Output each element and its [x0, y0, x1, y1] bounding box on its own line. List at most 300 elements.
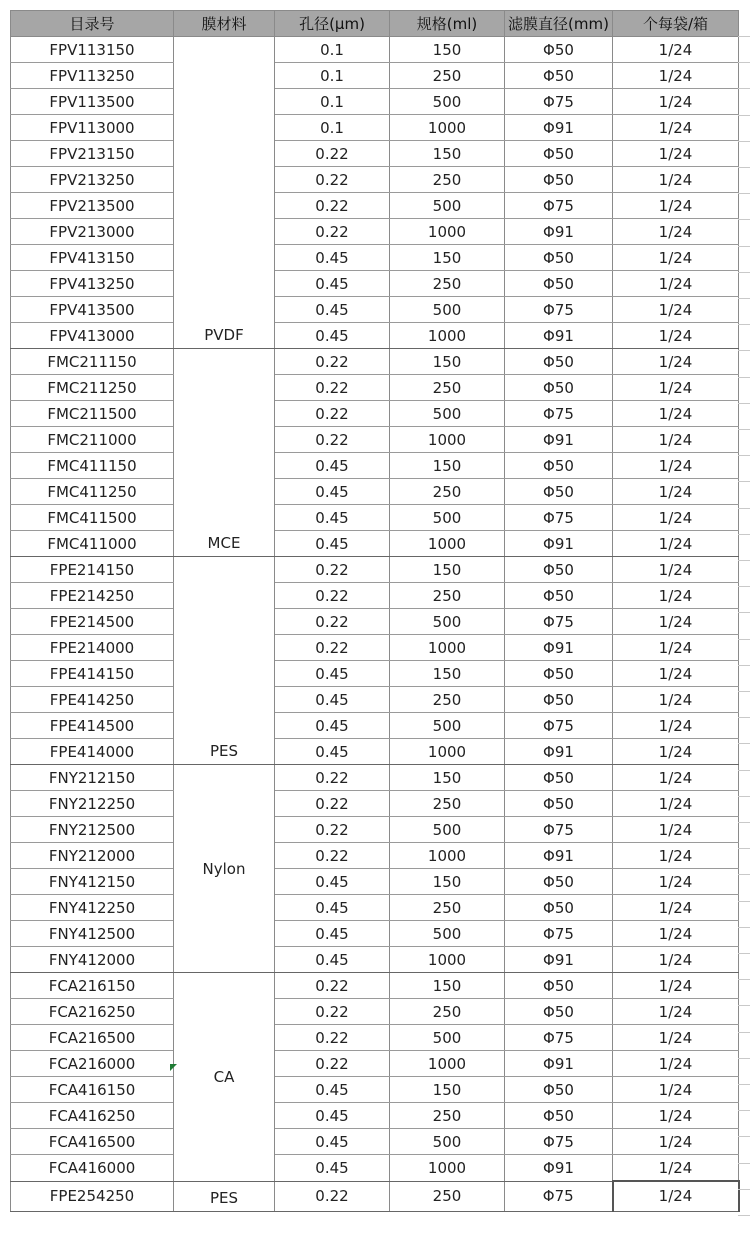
sheet-gridline	[738, 455, 750, 456]
pack-qty-cell[interactable]: 1/24	[613, 453, 739, 479]
volume-cell[interactable]: 250	[390, 583, 505, 609]
pack-qty-cell[interactable]: 1/24	[613, 947, 739, 973]
volume-cell[interactable]: 250	[390, 791, 505, 817]
catalog-no-cell[interactable]: FPV113500	[11, 89, 174, 115]
diameter-cell[interactable]: Φ75	[505, 89, 613, 115]
pack-qty-cell[interactable]: 1/24	[613, 687, 739, 713]
pore-size-cell[interactable]: 0.1	[275, 89, 390, 115]
diameter-cell[interactable]: Φ91	[505, 1155, 613, 1182]
table-row	[11, 193, 739, 219]
table-body	[11, 37, 739, 1212]
volume-cell[interactable]: 500	[390, 89, 505, 115]
volume-cell[interactable]: 250	[390, 375, 505, 401]
catalog-no-cell[interactable]: FMC211000	[11, 427, 174, 453]
volume-cell[interactable]: 150	[390, 245, 505, 271]
sheet-gridline	[738, 246, 750, 247]
table-row	[11, 713, 739, 739]
catalog-no-cell[interactable]: FPV413500	[11, 297, 174, 323]
volume-cell[interactable]: 250	[390, 687, 505, 713]
pore-size-cell[interactable]: 0.22	[275, 843, 390, 869]
pore-size-cell[interactable]: 0.45	[275, 1129, 390, 1155]
diameter-cell[interactable]: Φ91	[505, 947, 613, 973]
catalog-no-cell[interactable]: FPV113150	[11, 37, 174, 63]
pore-size-cell[interactable]: 0.22	[275, 375, 390, 401]
pack-qty-cell[interactable]: 1/24	[613, 713, 739, 739]
pore-size-cell[interactable]: 0.45	[275, 1103, 390, 1129]
pack-qty-cell[interactable]: 1/24	[613, 1077, 739, 1103]
catalog-no-cell[interactable]: FCA416500	[11, 1129, 174, 1155]
volume-cell[interactable]: 500	[390, 713, 505, 739]
table-row	[11, 765, 739, 791]
catalog-no-cell[interactable]: FPV213150	[11, 141, 174, 167]
pore-size-cell[interactable]: 0.22	[275, 219, 390, 245]
catalog-no-cell[interactable]: FCA416250	[11, 1103, 174, 1129]
volume-cell[interactable]: 1000	[390, 1155, 505, 1182]
pack-qty-cell[interactable]: 1/24	[613, 245, 739, 271]
catalog-no-cell[interactable]: FPE254250	[11, 1181, 174, 1211]
spreadsheet	[10, 10, 738, 1212]
sheet-gridline	[738, 193, 750, 194]
sheet-gridline	[738, 665, 750, 666]
volume-cell[interactable]: 150	[390, 1077, 505, 1103]
volume-cell[interactable]: 250	[390, 167, 505, 193]
pack-qty-cell[interactable]: 1/24	[613, 323, 739, 349]
pack-qty-cell[interactable]: 1/24	[613, 401, 739, 427]
volume-cell[interactable]: 500	[390, 921, 505, 947]
volume-cell[interactable]: 500	[390, 193, 505, 219]
catalog-no-cell[interactable]: FNY212500	[11, 817, 174, 843]
sheet-gridline	[738, 272, 750, 273]
pack-qty-cell[interactable]: 1/24	[613, 583, 739, 609]
catalog-no-cell[interactable]: FMC211150	[11, 349, 174, 375]
pack-qty-cell[interactable]: 1/24	[613, 193, 739, 219]
pore-size-cell[interactable]: 0.22	[275, 141, 390, 167]
membrane-material-cell[interactable]: CA	[174, 973, 275, 1182]
pack-qty-cell[interactable]: 1/24	[613, 63, 739, 89]
pore-size-cell[interactable]: 0.22	[275, 1025, 390, 1051]
header-pore-size[interactable]: 孔径(μm)	[275, 11, 390, 37]
table-row	[11, 999, 739, 1025]
pore-size-cell[interactable]: 0.45	[275, 245, 390, 271]
table-row	[11, 401, 739, 427]
pack-qty-cell[interactable]: 1/24	[613, 765, 739, 791]
sheet-gridline	[738, 560, 750, 561]
pack-qty-cell[interactable]: 1/24	[613, 1103, 739, 1129]
catalog-no-cell[interactable]: FPV413000	[11, 323, 174, 349]
pack-qty-cell[interactable]: 1/24	[613, 427, 739, 453]
catalog-no-cell[interactable]: FMC411500	[11, 505, 174, 531]
diameter-cell[interactable]: Φ91	[505, 843, 613, 869]
catalog-no-cell[interactable]: FMC411150	[11, 453, 174, 479]
volume-cell[interactable]: 250	[390, 999, 505, 1025]
table-row	[11, 973, 739, 999]
membrane-material-cell[interactable]: PES	[174, 557, 275, 765]
catalog-no-cell[interactable]: FPV413150	[11, 245, 174, 271]
volume-cell[interactable]: 1000	[390, 635, 505, 661]
volume-cell[interactable]: 500	[390, 609, 505, 635]
pore-size-cell[interactable]: 0.22	[275, 817, 390, 843]
diameter-cell[interactable]: Φ91	[505, 635, 613, 661]
diameter-cell[interactable]: Φ50	[505, 141, 613, 167]
volume-cell[interactable]: 1000	[390, 323, 505, 349]
volume-cell[interactable]: 250	[390, 479, 505, 505]
catalog-no-cell[interactable]: FPE414150	[11, 661, 174, 687]
pore-size-cell[interactable]: 0.1	[275, 37, 390, 63]
diameter-cell[interactable]: Φ75	[505, 609, 613, 635]
header-pack-qty[interactable]: 个每袋/箱	[613, 11, 739, 37]
volume-cell[interactable]: 250	[390, 1103, 505, 1129]
diameter-cell[interactable]: Φ75	[505, 297, 613, 323]
pore-size-cell[interactable]: 0.45	[275, 297, 390, 323]
diameter-cell[interactable]: Φ50	[505, 453, 613, 479]
pack-qty-cell[interactable]: 1/24	[613, 349, 739, 375]
pack-qty-cell[interactable]: 1/24	[613, 89, 739, 115]
catalog-no-cell[interactable]: FCA216500	[11, 1025, 174, 1051]
pore-size-cell[interactable]: 0.45	[275, 505, 390, 531]
table-row	[11, 609, 739, 635]
pore-size-cell[interactable]: 0.1	[275, 115, 390, 141]
sheet-gridline	[738, 612, 750, 613]
pack-qty-cell[interactable]: 1/24	[613, 1155, 739, 1182]
pore-size-cell[interactable]: 0.22	[275, 167, 390, 193]
sheet-gridline	[738, 770, 750, 771]
sheet-gridline	[738, 36, 750, 37]
pack-qty-cell[interactable]: 1/24	[613, 843, 739, 869]
diameter-cell[interactable]: Φ50	[505, 895, 613, 921]
table-row	[11, 505, 739, 531]
sheet-gridline	[738, 1084, 750, 1085]
pore-size-cell[interactable]: 0.45	[275, 713, 390, 739]
pore-size-cell[interactable]: 0.45	[275, 739, 390, 765]
catalog-no-cell[interactable]: FPV113000	[11, 115, 174, 141]
pack-qty-cell[interactable]: 1/24	[613, 999, 739, 1025]
cell-comment-marker	[170, 1064, 177, 1071]
pore-size-cell[interactable]: 0.22	[275, 427, 390, 453]
pack-qty-cell[interactable]: 1/24	[613, 505, 739, 531]
catalog-no-cell[interactable]: FNY212000	[11, 843, 174, 869]
diameter-cell[interactable]: Φ75	[505, 921, 613, 947]
diameter-cell[interactable]: Φ50	[505, 349, 613, 375]
pore-size-cell[interactable]: 0.45	[275, 895, 390, 921]
sheet-gridline	[738, 1058, 750, 1059]
table-row	[11, 817, 739, 843]
volume-cell[interactable]: 150	[390, 453, 505, 479]
sheet-gridline	[738, 848, 750, 849]
diameter-cell[interactable]: Φ50	[505, 245, 613, 271]
volume-cell[interactable]: 1000	[390, 219, 505, 245]
volume-cell[interactable]: 500	[390, 1129, 505, 1155]
volume-cell[interactable]: 1000	[390, 1051, 505, 1077]
membrane-material-cell[interactable]: Nylon	[174, 765, 275, 973]
diameter-cell[interactable]: Φ91	[505, 323, 613, 349]
pore-size-cell[interactable]: 0.22	[275, 349, 390, 375]
pack-qty-cell[interactable]: 1/24	[613, 271, 739, 297]
pack-qty-cell[interactable]: 1/24	[613, 609, 739, 635]
catalog-no-cell[interactable]: FNY212250	[11, 791, 174, 817]
pore-size-cell[interactable]: 0.22	[275, 609, 390, 635]
sheet-gridline	[738, 219, 750, 220]
sheet-gridline	[738, 953, 750, 954]
pore-size-cell[interactable]: 0.22	[275, 583, 390, 609]
header-membrane-material[interactable]: 膜材料	[174, 11, 275, 37]
pore-size-cell[interactable]: 0.45	[275, 453, 390, 479]
sheet-gridline	[738, 62, 750, 63]
pack-qty-cell[interactable]: 1/24	[613, 167, 739, 193]
catalog-no-cell[interactable]: FPE414500	[11, 713, 174, 739]
catalog-no-cell[interactable]: FPE214150	[11, 557, 174, 583]
pack-qty-cell[interactable]: 1/24	[613, 115, 739, 141]
pack-qty-cell[interactable]: 1/24	[613, 791, 739, 817]
diameter-cell[interactable]: Φ50	[505, 583, 613, 609]
sheet-gridline	[738, 743, 750, 744]
pore-size-cell[interactable]: 0.22	[275, 973, 390, 999]
diameter-cell[interactable]: Φ75	[505, 1181, 613, 1211]
catalog-no-cell[interactable]: FNY412150	[11, 869, 174, 895]
table-row	[11, 453, 739, 479]
pore-size-cell[interactable]: 0.45	[275, 921, 390, 947]
sheet-gridline	[738, 429, 750, 430]
volume-cell[interactable]: 1000	[390, 947, 505, 973]
volume-cell[interactable]: 1000	[390, 843, 505, 869]
table-row	[11, 1181, 739, 1211]
catalog-no-cell[interactable]: FMC211500	[11, 401, 174, 427]
catalog-no-cell[interactable]: FCA416150	[11, 1077, 174, 1103]
catalog-no-cell[interactable]: FPE414000	[11, 739, 174, 765]
catalog-no-cell[interactable]: FCA216250	[11, 999, 174, 1025]
volume-cell[interactable]: 150	[390, 765, 505, 791]
catalog-no-cell[interactable]: FMC411000	[11, 531, 174, 557]
volume-cell[interactable]: 500	[390, 505, 505, 531]
volume-cell[interactable]: 150	[390, 661, 505, 687]
sheet-gridline	[738, 1163, 750, 1164]
pore-size-cell[interactable]: 0.45	[275, 687, 390, 713]
pack-qty-cell[interactable]: 1/24	[613, 869, 739, 895]
catalog-no-cell[interactable]: FMC211250	[11, 375, 174, 401]
diameter-cell[interactable]: Φ50	[505, 557, 613, 583]
table-row	[11, 219, 739, 245]
pore-size-cell[interactable]: 0.22	[275, 765, 390, 791]
pack-qty-cell[interactable]: 1/24	[613, 479, 739, 505]
sheet-gridline	[738, 115, 750, 116]
catalog-no-cell[interactable]: FPE214000	[11, 635, 174, 661]
volume-cell[interactable]: 250	[390, 1181, 505, 1211]
catalog-no-cell[interactable]: FPV213000	[11, 219, 174, 245]
membrane-material-cell[interactable]: PVDF	[174, 37, 275, 349]
volume-cell[interactable]: 250	[390, 271, 505, 297]
diameter-cell[interactable]: Φ50	[505, 63, 613, 89]
pore-size-cell[interactable]: 0.45	[275, 947, 390, 973]
volume-cell[interactable]: 1000	[390, 531, 505, 557]
volume-cell[interactable]: 1000	[390, 739, 505, 765]
volume-cell[interactable]: 500	[390, 401, 505, 427]
volume-cell[interactable]: 500	[390, 297, 505, 323]
table-row	[11, 1051, 739, 1077]
diameter-cell[interactable]: Φ50	[505, 869, 613, 895]
sheet-gridline	[738, 717, 750, 718]
table-row	[11, 297, 739, 323]
diameter-cell[interactable]: Φ50	[505, 973, 613, 999]
volume-cell[interactable]: 150	[390, 557, 505, 583]
diameter-cell[interactable]: Φ50	[505, 1077, 613, 1103]
pack-qty-cell[interactable]: 1/24	[613, 739, 739, 765]
catalog-no-cell[interactable]: FCA216000	[11, 1051, 174, 1077]
header-row	[11, 11, 739, 37]
diameter-cell[interactable]: Φ50	[505, 765, 613, 791]
diameter-cell[interactable]: Φ50	[505, 999, 613, 1025]
sheet-gridline	[738, 1189, 750, 1190]
pore-size-cell[interactable]: 0.22	[275, 1051, 390, 1077]
pore-size-cell[interactable]: 0.45	[275, 1077, 390, 1103]
pore-size-cell[interactable]: 0.45	[275, 661, 390, 687]
pore-size-cell[interactable]: 0.45	[275, 479, 390, 505]
diameter-cell[interactable]: Φ75	[505, 401, 613, 427]
sheet-gridline	[738, 1005, 750, 1006]
pore-size-cell[interactable]: 0.22	[275, 557, 390, 583]
diameter-cell[interactable]: Φ75	[505, 1025, 613, 1051]
sheet-gridline	[738, 1215, 750, 1216]
diameter-cell[interactable]: Φ50	[505, 791, 613, 817]
volume-cell[interactable]: 150	[390, 349, 505, 375]
pack-qty-cell[interactable]: 1/24	[613, 1051, 739, 1077]
pack-qty-cell[interactable]: 1/24	[613, 1025, 739, 1051]
pack-qty-cell[interactable]: 1/24	[613, 297, 739, 323]
sheet-gridline	[738, 822, 750, 823]
pack-qty-cell[interactable]: 1/24	[613, 635, 739, 661]
volume-cell[interactable]: 250	[390, 63, 505, 89]
pore-size-cell[interactable]: 0.22	[275, 635, 390, 661]
diameter-cell[interactable]: Φ50	[505, 687, 613, 713]
pack-qty-cell[interactable]: 1/24	[613, 375, 739, 401]
diameter-cell[interactable]: Φ75	[505, 713, 613, 739]
catalog-no-cell[interactable]: FCA216150	[11, 973, 174, 999]
catalog-no-cell[interactable]: FNY412500	[11, 921, 174, 947]
pack-qty-cell[interactable]: 1/24	[613, 895, 739, 921]
pack-qty-cell[interactable]: 1/24	[613, 921, 739, 947]
sheet-gridline	[738, 481, 750, 482]
table-row	[11, 921, 739, 947]
pore-size-cell[interactable]: 0.45	[275, 869, 390, 895]
catalog-no-cell[interactable]: FCA416000	[11, 1155, 174, 1182]
diameter-cell[interactable]: Φ50	[505, 661, 613, 687]
pore-size-cell[interactable]: 0.45	[275, 1155, 390, 1182]
catalog-no-cell[interactable]: FPE214500	[11, 609, 174, 635]
catalog-no-cell[interactable]: FPV113250	[11, 63, 174, 89]
volume-cell[interactable]: 250	[390, 895, 505, 921]
sheet-gridline	[738, 1110, 750, 1111]
volume-cell[interactable]: 500	[390, 1025, 505, 1051]
pore-size-cell[interactable]: 0.45	[275, 323, 390, 349]
sheet-gridline	[738, 534, 750, 535]
diameter-cell[interactable]: Φ50	[505, 375, 613, 401]
diameter-cell[interactable]: Φ75	[505, 193, 613, 219]
sheet-gridline	[738, 298, 750, 299]
diameter-cell[interactable]: Φ50	[505, 1103, 613, 1129]
diameter-cell[interactable]: Φ91	[505, 427, 613, 453]
pack-qty-cell[interactable]: 1/24	[613, 973, 739, 999]
table-row	[11, 427, 739, 453]
diameter-cell[interactable]: Φ50	[505, 479, 613, 505]
catalog-no-cell[interactable]: FPE214250	[11, 583, 174, 609]
pack-qty-cell[interactable]: 1/24	[613, 531, 739, 557]
sheet-gridline	[738, 350, 750, 351]
diameter-cell[interactable]: Φ91	[505, 219, 613, 245]
table-row	[11, 557, 739, 583]
table-row	[11, 1129, 739, 1155]
pore-size-cell[interactable]: 0.45	[275, 271, 390, 297]
pack-qty-cell[interactable]: 1/24	[613, 1129, 739, 1155]
pack-qty-cell[interactable]: 1/24	[613, 1181, 739, 1211]
pore-size-cell[interactable]: 0.22	[275, 193, 390, 219]
diameter-cell[interactable]: Φ91	[505, 739, 613, 765]
table-row	[11, 869, 739, 895]
pore-size-cell[interactable]: 0.1	[275, 63, 390, 89]
table-row	[11, 349, 739, 375]
catalog-no-cell[interactable]: FNY412250	[11, 895, 174, 921]
pore-size-cell[interactable]: 0.22	[275, 401, 390, 427]
diameter-cell[interactable]: Φ50	[505, 167, 613, 193]
catalog-no-cell[interactable]: FNY212150	[11, 765, 174, 791]
diameter-cell[interactable]: Φ75	[505, 505, 613, 531]
volume-cell[interactable]: 150	[390, 37, 505, 63]
diameter-cell[interactable]: Φ91	[505, 1051, 613, 1077]
catalog-no-cell[interactable]: FPV213250	[11, 167, 174, 193]
sheet-gridline	[738, 927, 750, 928]
volume-cell[interactable]: 150	[390, 973, 505, 999]
catalog-no-cell[interactable]: FPV413250	[11, 271, 174, 297]
volume-cell[interactable]: 150	[390, 869, 505, 895]
header-filter-diameter[interactable]: 滤膜直径(mm)	[505, 11, 613, 37]
volume-cell[interactable]: 1000	[390, 115, 505, 141]
diameter-cell[interactable]: Φ91	[505, 115, 613, 141]
volume-cell[interactable]: 150	[390, 141, 505, 167]
catalog-no-cell[interactable]: FPV213500	[11, 193, 174, 219]
sheet-gridline	[738, 377, 750, 378]
sheet-gridline	[738, 1136, 750, 1137]
catalog-no-cell[interactable]: FPE414250	[11, 687, 174, 713]
table-row	[11, 843, 739, 869]
table-row	[11, 63, 739, 89]
pack-qty-cell[interactable]: 1/24	[613, 37, 739, 63]
sheet-gridline	[738, 901, 750, 902]
diameter-cell[interactable]: Φ91	[505, 531, 613, 557]
header-catalog-no[interactable]: 目录号	[11, 11, 174, 37]
pack-qty-cell[interactable]: 1/24	[613, 661, 739, 687]
membrane-material-cell[interactable]: PES	[174, 1181, 275, 1211]
pore-size-cell[interactable]: 0.22	[275, 791, 390, 817]
diameter-cell[interactable]: Φ50	[505, 37, 613, 63]
table-row	[11, 375, 739, 401]
volume-cell[interactable]: 500	[390, 817, 505, 843]
pore-size-cell[interactable]: 0.22	[275, 1181, 390, 1211]
diameter-cell[interactable]: Φ75	[505, 1129, 613, 1155]
table-row	[11, 479, 739, 505]
diameter-cell[interactable]: Φ50	[505, 271, 613, 297]
diameter-cell[interactable]: Φ75	[505, 817, 613, 843]
pack-qty-cell[interactable]: 1/24	[613, 817, 739, 843]
header-volume[interactable]: 规格(ml)	[390, 11, 505, 37]
pore-size-cell[interactable]: 0.22	[275, 999, 390, 1025]
pack-qty-cell[interactable]: 1/24	[613, 141, 739, 167]
pack-qty-cell[interactable]: 1/24	[613, 219, 739, 245]
volume-cell[interactable]: 1000	[390, 427, 505, 453]
catalog-no-cell[interactable]: FNY412000	[11, 947, 174, 973]
membrane-material-cell[interactable]: MCE	[174, 349, 275, 557]
catalog-no-cell[interactable]: FMC411250	[11, 479, 174, 505]
pack-qty-cell[interactable]: 1/24	[613, 557, 739, 583]
sheet-gridline	[738, 88, 750, 89]
pore-size-cell[interactable]: 0.45	[275, 531, 390, 557]
table-row	[11, 1025, 739, 1051]
